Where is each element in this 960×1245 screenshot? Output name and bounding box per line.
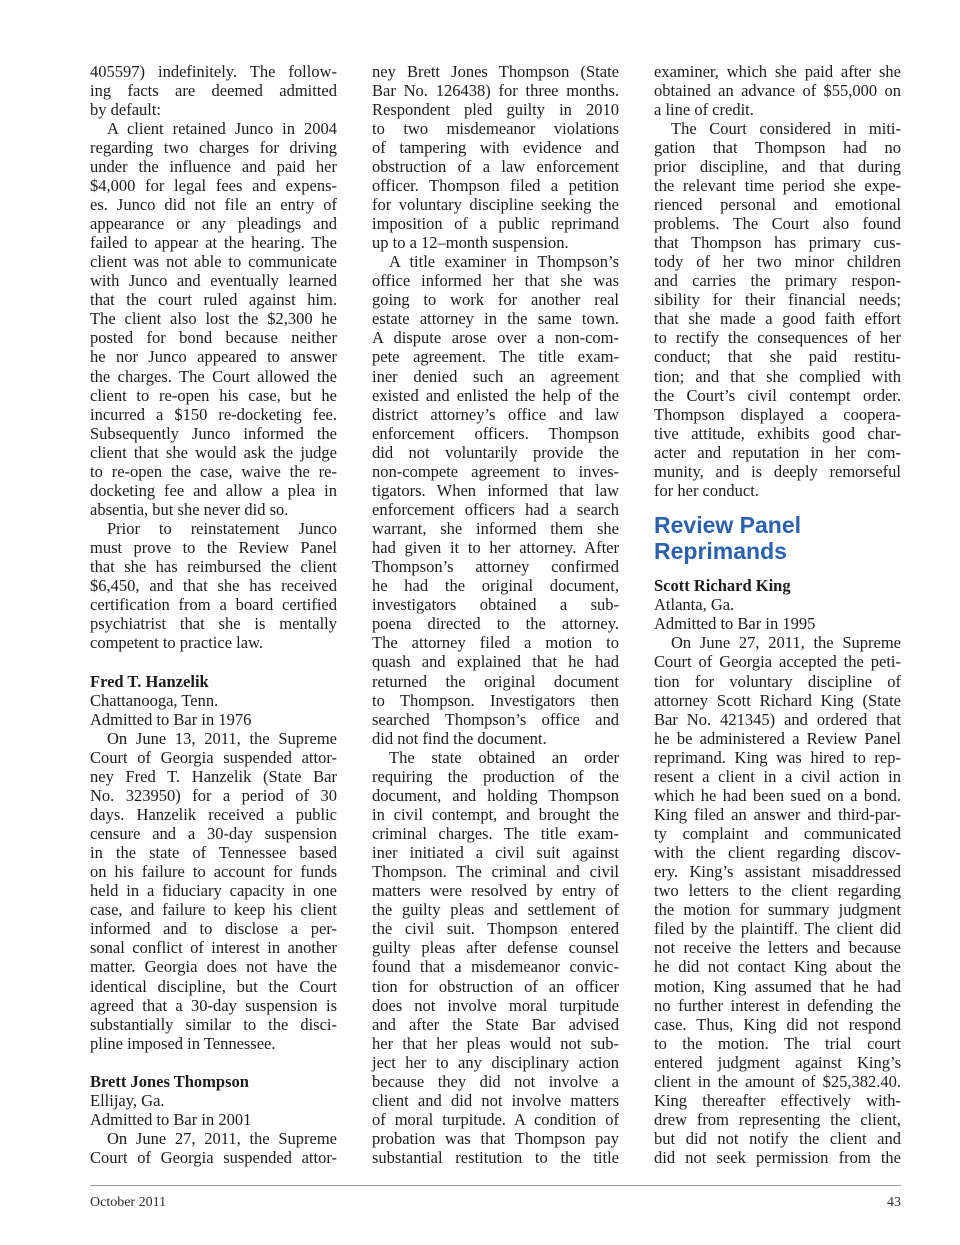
text-line: regarding two charges for driving <box>90 137 337 157</box>
text-line: he nor Junco appeared to answer <box>90 347 337 367</box>
text-line: because they did not involve a <box>372 1071 619 1091</box>
text-line: identical discipline, but the Court <box>90 976 337 996</box>
text-line: ery. King’s assistant misaddressed <box>654 862 901 882</box>
text-line: to rectify the consequences of her <box>654 328 901 348</box>
text-line: to two misdemeanor violations <box>372 118 619 138</box>
text-line: Court of Georgia accepted the peti- <box>654 652 901 672</box>
text-line: drew from representing the client, <box>654 1109 901 1129</box>
text-line: by default: <box>90 99 162 119</box>
text-line: Thompson’s attorney confirmed <box>372 557 619 577</box>
paragraph <box>90 729 337 1053</box>
text-line: ty complaint and communicated <box>654 824 901 844</box>
text-line: King filed an answer and third-par- <box>654 804 901 824</box>
text-line: and after the State Bar advised <box>372 1014 619 1034</box>
text-column-right <box>654 62 901 1168</box>
text-line: no further interest in defending the <box>654 995 901 1015</box>
text-line: $6,450, and that she has received <box>90 576 337 596</box>
text-line: appearance or any pleadings and <box>90 214 337 233</box>
text-line: on his failure to account for funds <box>90 862 337 882</box>
discipline-entry <box>90 672 337 729</box>
text-line: Thompson. The criminal and civil <box>372 862 619 882</box>
text-line: that she has reimbursed the client <box>90 557 337 577</box>
text-line: entered judgment against King’s <box>654 1052 901 1072</box>
bar-admission: Admitted to Bar in 1995 <box>654 614 816 634</box>
text-line: going to work for another real <box>372 290 619 310</box>
text-line: office informed her that she was <box>372 271 619 291</box>
text-line: reprimand. King was hired to rep- <box>654 747 901 767</box>
text-line: case. Thus, King did not respond <box>654 1014 901 1034</box>
attorney-location: Ellijay, Ga. <box>90 1090 165 1110</box>
text-line: a line of credit. <box>654 99 754 119</box>
text-line: the guilty pleas and settlement of <box>372 900 619 920</box>
text-line: in civil contempt, and brought the <box>372 804 619 824</box>
text-line: did not find the document. <box>372 728 547 748</box>
section-heading-line: Reprimands <box>654 537 787 564</box>
text-line: obstruction of a law enforcement <box>372 156 619 176</box>
text-line: did not seek permission from the <box>654 1148 901 1168</box>
text-line: held in a fiduciary capacity in one <box>90 881 337 901</box>
text-line: her that her pleas would not sub- <box>372 1033 619 1053</box>
text-line: docketing fee and allow a plea in <box>90 480 337 500</box>
text-line: examiner, which she paid after she <box>654 61 901 81</box>
text-line: must prove to the Review Panel <box>90 538 337 558</box>
text-line: tody of her two minor children <box>654 252 901 272</box>
text-line: to the motion. The trial court <box>654 1033 901 1053</box>
text-line: he had the original document, <box>372 576 619 596</box>
text-line: does not involve moral turpitude <box>372 995 619 1015</box>
attorney-location: Atlanta, Ga. <box>654 595 735 615</box>
text-line: for her conduct. <box>654 480 759 500</box>
text-line: informed and to disclose a per- <box>90 919 337 939</box>
text-line: quash and explained that he had <box>372 652 619 672</box>
text-line: officer. Thompson filed a petition <box>372 175 619 195</box>
text-line: tion for voluntary discipline of <box>654 671 901 691</box>
text-line: A title examiner in Thompson’s <box>389 252 619 272</box>
text-line: client was not able to communicate <box>90 252 337 272</box>
text-line: prior discipline, and that during <box>654 156 901 176</box>
text-line: the civil suit. Thompson entered <box>372 919 619 939</box>
text-line: Court of Georgia suspended attor- <box>90 1148 337 1168</box>
text-line: ing facts are deemed admitted <box>90 80 337 100</box>
text-line: tion for obstruction of an officer <box>372 976 619 996</box>
text-line: pete agreement. The title exam- <box>372 347 619 367</box>
text-line: resent a client in a civil action in <box>654 766 901 786</box>
text-line: On June 27, 2011, the Supreme <box>671 633 901 653</box>
text-line: incurred a $150 re-docketing fee. <box>90 404 337 424</box>
text-line: agreed that a 30-day suspension is <box>90 995 337 1015</box>
text-line: imposition of a public reprimand <box>372 214 619 233</box>
text-line: enforcement officers had a search <box>372 499 619 519</box>
text-line: existed and enlisted the help of the <box>372 385 619 405</box>
text-line: the Court’s civil contempt order. <box>654 385 901 405</box>
text-line: On June 13, 2011, the Supreme <box>107 728 337 748</box>
text-line: matter. Georgia does not have the <box>90 957 337 977</box>
text-line: King thereafter effectively with- <box>654 1090 901 1110</box>
text-line: for voluntary discipline seeking the <box>372 194 619 214</box>
text-line: psychiatrist that she is mentally <box>90 614 337 634</box>
paragraph <box>372 748 619 1167</box>
text-line: gation that Thompson had no <box>654 137 901 157</box>
text-line: acter and reputation in her com- <box>654 442 901 462</box>
text-line: filed by the plaintiff. The client did <box>654 919 901 939</box>
text-line: up to a 12–month suspension. <box>372 233 569 253</box>
text-line: the motion for summary judgment <box>654 900 901 920</box>
paragraph <box>654 633 901 1167</box>
text-line: requiring the production of the <box>372 766 619 786</box>
text-line: The state obtained an order <box>389 747 619 767</box>
text-line: of tampering with evidence and <box>372 137 619 157</box>
text-line: criminal charges. The title exam- <box>372 824 619 843</box>
text-line: that Thompson has primary cus- <box>654 233 901 253</box>
attorney-name: Fred T. Hanzelik <box>90 671 209 691</box>
text-line: absentia, but she never did so. <box>90 499 289 519</box>
text-column-left <box>90 62 337 1168</box>
text-line: iner denied such an agreement <box>372 366 619 386</box>
text-column-middle <box>372 62 619 1168</box>
text-line: the charges. The Court allowed the <box>90 366 337 386</box>
paragraph <box>654 119 901 500</box>
text-line: in the state of Tennessee based <box>90 843 337 863</box>
paragraph-continuation <box>90 62 337 119</box>
text-line: he did not contact King about the <box>654 957 901 977</box>
text-line: obtained an advance of $55,000 on <box>654 80 901 100</box>
text-line: conduct; that she paid restitu- <box>654 347 901 367</box>
text-line: ject her to any disciplinary action <box>372 1052 619 1072</box>
text-line: under the influence and paid her <box>90 156 337 176</box>
text-line: Thompson displayed a coopera- <box>654 404 901 424</box>
text-line: tion; and that she complied with <box>654 366 901 386</box>
text-line: The client also lost the $2,300 he <box>90 309 337 329</box>
section-heading <box>654 512 901 564</box>
text-line: sibility for their financial needs; <box>654 290 901 310</box>
text-line: document, and holding Thompson <box>372 785 619 805</box>
text-line: he be administered a Review Panel <box>654 728 901 748</box>
paragraph <box>90 519 337 652</box>
text-line: tigators. When informed that law <box>372 480 619 500</box>
attorney-name: Brett Jones Thompson <box>90 1071 249 1091</box>
text-line: estate attorney in the same town. <box>372 309 619 329</box>
footer-page-number: 43 <box>887 1195 901 1210</box>
paragraph <box>90 1129 337 1167</box>
text-line: two letters to the client regarding <box>654 881 901 901</box>
text-line: probation was that Thompson pay <box>372 1129 619 1148</box>
text-line: posted for bond because neither <box>90 328 337 348</box>
text-line: the relevant time period she expe- <box>654 175 901 195</box>
bar-admission: Admitted to Bar in 2001 <box>90 1109 252 1129</box>
text-line: ney Brett Jones Thompson (State <box>372 61 619 81</box>
text-line: tive attitude, exhibits good char- <box>654 423 901 443</box>
text-line: which he had been sued on a bond. <box>654 785 901 805</box>
text-line: client that she would ask the judge <box>90 442 337 462</box>
text-line: ney Fred T. Hanzelik (State Bar <box>90 766 337 786</box>
footer-divider <box>90 1185 901 1186</box>
text-line: es. Junco did not file an entry of <box>90 194 337 214</box>
text-line: found that a misdemeanor convic- <box>372 957 619 977</box>
text-line: The attorney filed a motion to <box>372 633 619 653</box>
text-line: rienced personal and emotional <box>654 194 901 214</box>
text-line: substantially similar to the disci- <box>90 1014 337 1034</box>
text-line: substantial restitution to the title <box>372 1148 619 1168</box>
text-line: sonal conflict of interest in another <box>90 938 337 958</box>
footer-issue-date: October 2011 <box>90 1195 167 1210</box>
text-line: enforcement officers. Thompson <box>372 423 619 443</box>
section-heading-line: Review Panel <box>654 511 802 538</box>
text-line: days. Hanzelik received a public <box>90 804 337 824</box>
discipline-entry <box>90 1072 337 1129</box>
text-line: not receive the letters and because <box>654 938 901 958</box>
text-line: Prior to reinstatement Junco <box>107 519 337 538</box>
text-line: had given it to her attorney. After <box>372 538 619 558</box>
text-line: motion, King assumed that he had <box>654 976 901 996</box>
text-line: The Court considered in miti- <box>671 118 901 138</box>
attorney-name: Scott Richard King <box>654 576 791 596</box>
text-line: matters were resolved by entry of <box>372 881 619 901</box>
text-line: that she made a good faith effort <box>654 309 901 329</box>
text-line: pline imposed in Tennessee. <box>90 1033 276 1053</box>
text-line: that the court ruled against him. <box>90 290 337 310</box>
text-line: $4,000 for legal fees and expens- <box>90 175 337 195</box>
discipline-entry <box>654 576 901 633</box>
text-line: district attorney’s office and law <box>372 404 619 424</box>
text-line: and carries the primary respon- <box>654 271 901 291</box>
text-line: with the client regarding discov- <box>654 843 901 863</box>
text-line: A dispute arose over a non-com- <box>372 328 619 348</box>
text-line: client and did not involve matters <box>372 1090 619 1110</box>
text-line: problems. The Court also found <box>654 214 901 233</box>
text-line: returned the original document <box>372 671 619 691</box>
paragraph <box>372 252 619 748</box>
text-line: investigators obtained a sub- <box>372 595 619 615</box>
text-line: Court of Georgia suspended attor- <box>90 747 337 767</box>
text-line: of moral turpitude. A condition of <box>372 1109 619 1129</box>
text-line: poena directed to the attorney. <box>372 614 619 634</box>
attorney-location: Chattanooga, Tenn. <box>90 690 219 710</box>
text-line: but did not notify the client and <box>654 1129 901 1149</box>
text-line: certification from a board certified <box>90 595 337 615</box>
text-line: with Junco and eventually learned <box>90 271 337 291</box>
text-line: Bar No. 421345) and ordered that <box>654 709 901 729</box>
text-line: Subsequently Junco informed the <box>90 423 337 443</box>
text-line: iner initiated a civil suit against <box>372 843 619 863</box>
text-line: failed to appear at the hearing. The <box>90 233 337 253</box>
text-line: searched Thompson’s office and <box>372 709 619 729</box>
text-line: Bar No. 126438) for three months. <box>372 80 619 100</box>
text-line: attorney Scott Richard King (State <box>654 690 901 710</box>
text-line: did not voluntarily provide the <box>372 442 619 462</box>
paragraph-continuation <box>372 62 619 253</box>
text-line: case, and failure to keep his client <box>90 900 337 920</box>
text-line: non-compete agreement to inves- <box>372 461 619 481</box>
paragraph <box>90 119 337 519</box>
text-line: censure and a 30-day suspension <box>90 824 337 843</box>
text-line: No. 323950) for a period of 30 <box>90 785 337 805</box>
text-line: munity, and is deeply remorseful <box>654 461 901 481</box>
bar-admission: Admitted to Bar in 1976 <box>90 709 252 729</box>
paragraph-continuation <box>654 62 901 119</box>
text-line: to Thompson. Investigators then <box>372 690 619 710</box>
text-line: On June 27, 2011, the Supreme <box>107 1129 337 1148</box>
text-line: client to re-open his case, but he <box>90 385 337 405</box>
text-line: to re-open the case, waive the re- <box>90 461 337 481</box>
text-line: 405597) indefinitely. The follow- <box>90 61 337 81</box>
text-line: A client retained Junco in 2004 <box>107 118 337 138</box>
text-line: Respondent pled guilty in 2010 <box>372 99 619 119</box>
text-line: guilty pleas after defense counsel <box>372 938 619 958</box>
text-line: competent to practice law. <box>90 633 264 653</box>
text-line: warrant, she informed them she <box>372 519 619 538</box>
text-line: client in the amount of $25,382.40. <box>654 1071 901 1091</box>
